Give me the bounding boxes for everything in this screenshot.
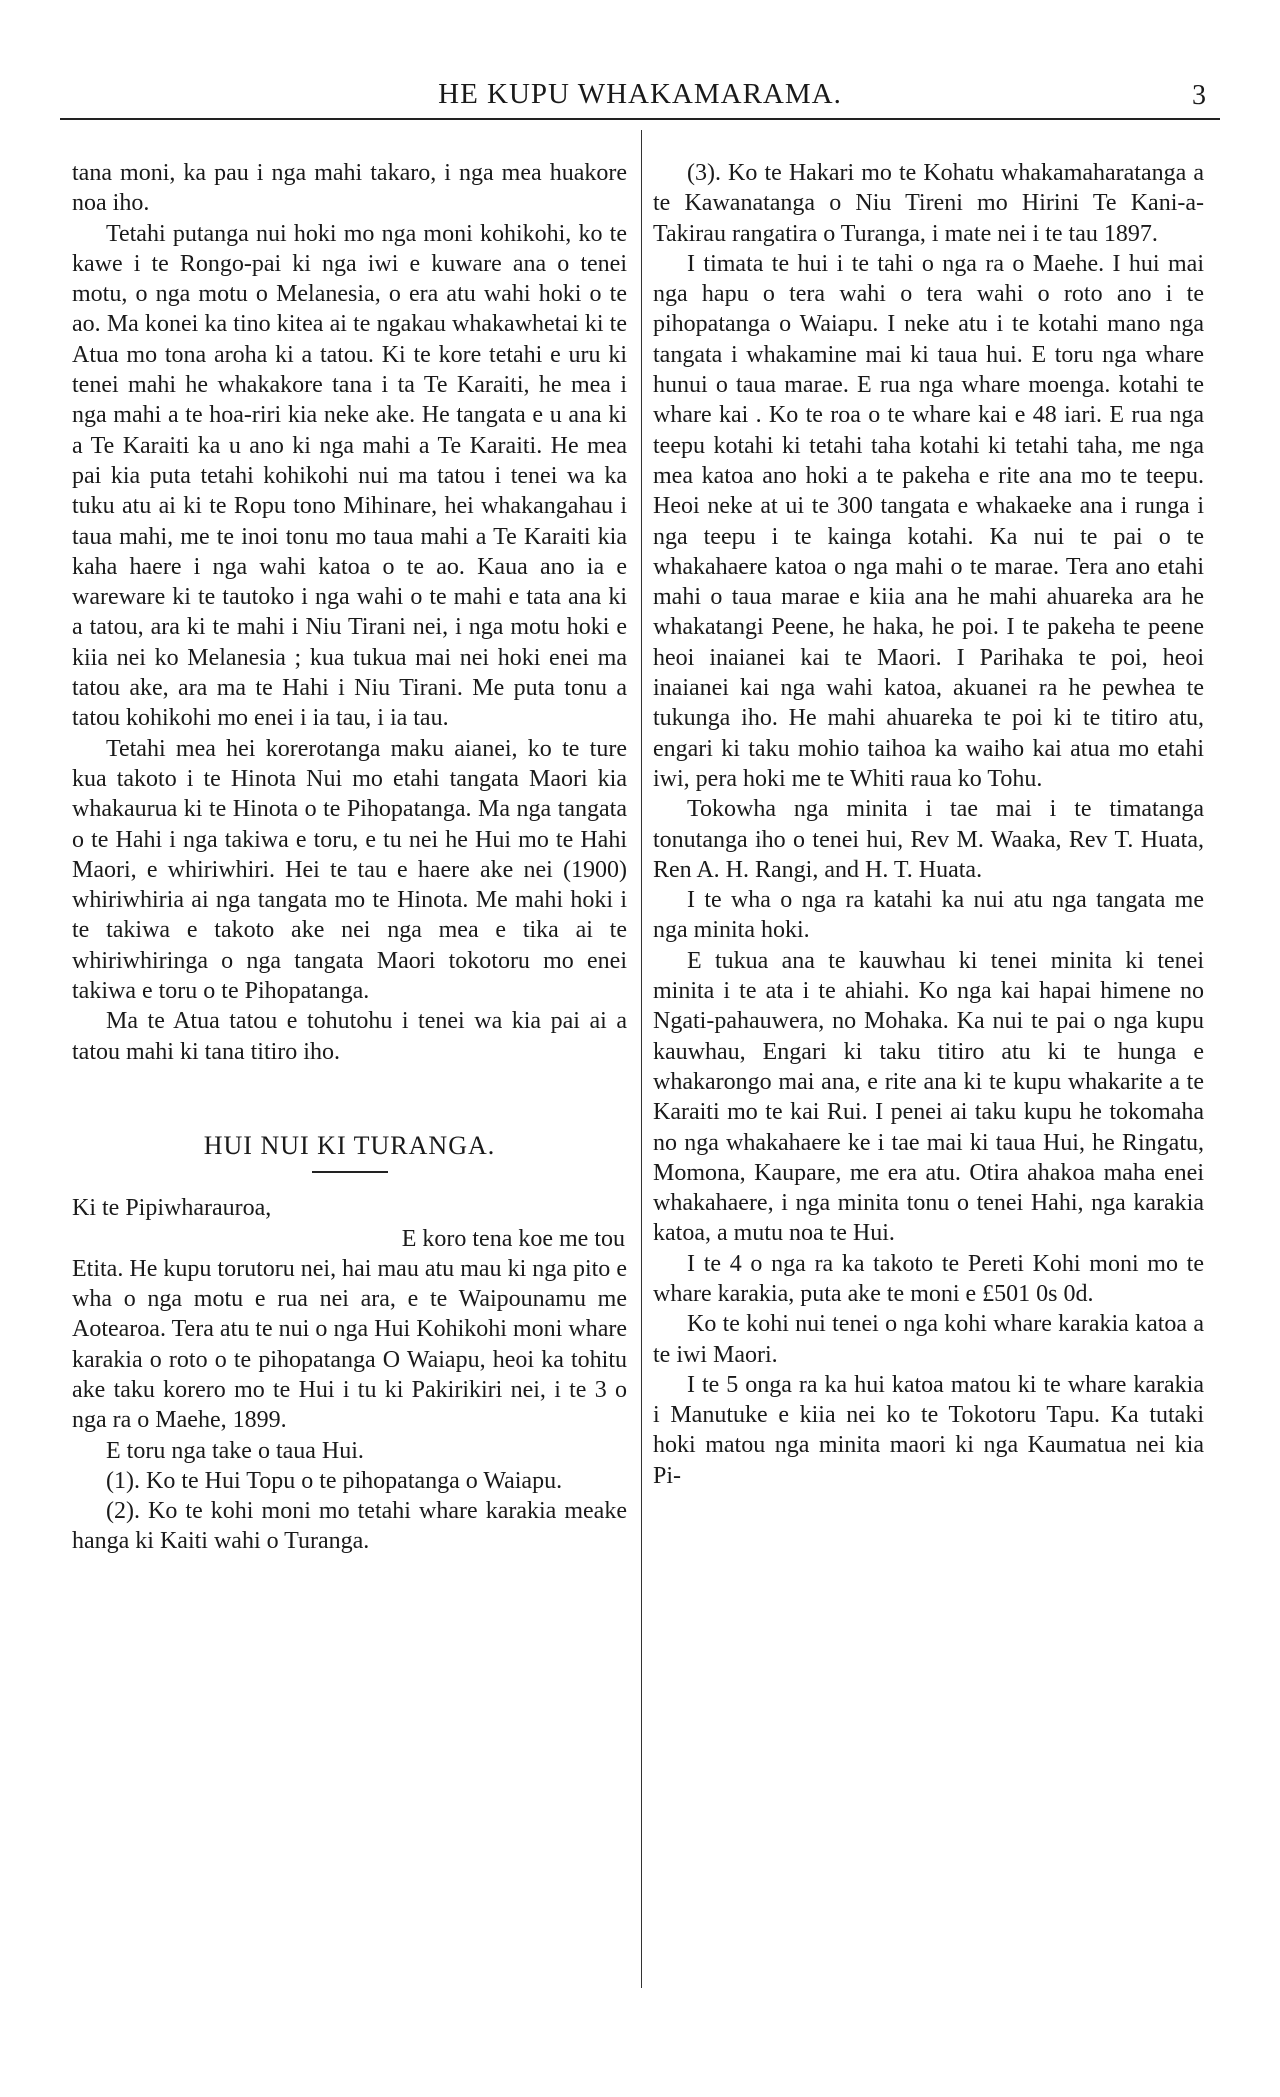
- paragraph: Ko te kohi nui tenei o nga kohi whare karakia katoa a te iwi Maori.: [653, 1311, 1204, 1368]
- paragraph: Tetahi putanga nui hoki mo nga moni kohikohi, ko te kawe i te Rongo-pai ki nga iwi e kuware ana o tenei motu, o nga motu o Melanesia, o era atu wahi hoki o te ao. Ma konei ka tino kitea ai te ngakau whakawhetai ki te Atua mo tona aroha ki a tatou. Ki te kore tetahi e uru ki tenei mahi he whakakore tana i ta Te Karaiti, he mea i nga mahi a te hoa-riri kia neke ake. He tangata e u ana ki a Te Karaiti ka u ano ki nga mahi a Te Karaiti. He mea pai kia puta tetahi kohikohi nui ma tatou i tenei wa ka tuku atu ai ki te Ropu tono Mihinare, hei whakangahau i taua mahi, me te inoi tonu mo taua mahi a Te Karaiti kia kaha haere i nga wahi katoa o te ao. Kaua ano ia e wareware ki te tautoko i nga wahi o te mahi e tata ana ki a tatou, ara ki te mahi i Niu Tirani nei, i nga motu hoki e kiia nei ko Melanesia ; kua tukua mai nei hoki enei ma tatou ake, ara ma te Hahi i Niu Tirani. Me puta tonu a tatou kohikohi mo enei i ia tau, i ia tau.: [72, 220, 627, 732]
- paragraph: I te wha o nga ra katahi ka nui atu nga tangata me nga minita hoki.: [653, 887, 1204, 944]
- salutation-greeting: E koro tena koe me tou: [401, 1225, 625, 1252]
- paragraph: I timata te hui i te tahi o nga ra o Maehe. I hui mai nga hapu o tera wahi o tera wahi o roto ano i te pihopatanga o Waiapu. I neke atu i te kotahi mano nga tangata i whakamine mai ki taua hui. E toru nga whare hunui o taua marae. E rua nga whare moenga. kotahi te whare kai . Ko te roa o te whare kai e 48 iari. E rua nga teepu kotahi ki tetahi taha kotahi ki tetahi taha, me nga mea katoa ano hoki a te pakeha e rite ana mo te teepu. Heoi neke at ui te 300 tangata e whakaeke ana i runga i nga teepu i te kainga kotahi. Ka nui te pai o te whakahaere katoa o nga mahi o te marae. Tera ano etahi mahi o taua marae e kiia ana he mahi ahuareka ara he whakatangi Peene, he haka, he poi. I te pakeha te peene heoi inaianei kai te Maori. I Parihaka te poi, heoi inaianei kai nga wahi katoa, akuanei ra he pewhea te tukunga iho. He mahi ahuareka te poi ki te titiro atu, engari ki taku mohio taihoa ka waiho kai atua mo etahi iwi, pera hoki me te Whiti raua ko Tohu.: [653, 250, 1204, 792]
- letter-paragraph: E toru nga take o taua Hui.: [106, 1437, 364, 1464]
- salutation: Ki te Pipiwharauroa,: [72, 1195, 272, 1222]
- letter-paragraph: (2). Ko te kohi moni mo tetahi whare karakia meake hanga ki Kaiti wahi o Turanga.: [72, 1498, 627, 1555]
- paragraph: I te 5 onga ra ka hui katoa matou ki te whare karakia i Manutuke e kiia nei ko te Tokotoru Tapu. Ka tutaki hoki matou nga minita maori ki nga Kaumatua nei kia Pi-: [653, 1371, 1204, 1489]
- column-divider: [641, 130, 642, 1988]
- left-column: [72, 158, 627, 1557]
- paragraph: Tokowha nga minita i tae mai i te timatanga tonutanga iho o tenei hui, Rev M. Waaka, Rev T. Huata, Ren A. H. Rangi, and H. T. Huata.: [653, 796, 1204, 883]
- right-column: [653, 158, 1204, 1491]
- paragraph: E tukua ana te kauwhau ki tenei minita ki tenei minita i te ata i te ahiahi. Ko nga kai hapai himene no Ngati-pahauwera, no Mohaka. Ka nui te pai o nga kupu kauwhau, Engari ki taku titiro atu ki te hunga e whakarongo mai ana, e rite ana ki te kupu whakarite a te Karaiti mo te kai Rui. I penei ai taku kupu he tokomaha no nga whakahaere ke i tae mai ki taua Hui, he Ringatu, Momona, Kaupare, me era atu. Otira ahakoa maha enei whakahaere, i nga minita tonu o tenei Hahi, nga karakia katoa, a mutu noa te Hui.: [653, 947, 1204, 1247]
- letter-paragraph: (1). Ko te Hui Topu o te pihopatanga o Waiapu.: [106, 1467, 563, 1494]
- running-title: HE KUPU WHAKAMARAMA.: [438, 78, 842, 110]
- paragraph: I te 4 o nga ra ka takoto te Pereti Kohi moni mo te whare karakia, puta ake te moni e £501 0s 0d.: [653, 1250, 1204, 1307]
- paragraph: tana moni, ka pau i nga mahi takaro, i nga mea huakore noa iho.: [72, 160, 627, 217]
- paragraph: Tetahi mea hei korerotanga maku aianei, ko te ture kua takoto i te Hinota Nui mo etahi tangata Maori kia whakaurua ki te Hinota o te Pihopatanga. Ma nga tangata o te Hahi i nga takiwa e toru, e tu nei he Hui mo te Hahi Maori, e whiriwhiri. Hei te tau e haere ake nei (1900) whiriwhiria ai nga tangata mo te Hinota. Me mahi hoki i te takiwa e takoto ake nei nga mea e tika ai te whiriwhiringa o nga tangata Maori tokotoru mo enei takiwa e toru o te Pihopatanga.: [72, 735, 627, 1005]
- section-heading: HUI NUI KI TURANGA.: [203, 1130, 496, 1160]
- page-header: [60, 78, 1220, 120]
- letter-paragraph: Etita. He kupu torutoru nei, hai mau atu mau ki nga pito e wha o nga motu e rua nei ara, e te Waipounamu me Aotearoa. Tera atu te nui o nga Hui Kohikohi moni whare karakia o roto o te pihopatanga O Waiapu, heoi ka tohitu ake taku korero mo te Hui i tu ki Pakirikiri nei, i te 3 o nga ra o Maehe, 1899.: [72, 1255, 627, 1434]
- paragraph: Ma te Atua tatou e tohutohu i tenei wa kia pai ai a tatou mahi ki tana titiro iho.: [72, 1008, 627, 1065]
- page-number: 3: [1192, 80, 1206, 111]
- paragraph: (3). Ko te Hakari mo te Kohatu whakamaharatanga a te Kawanatanga o Niu Tireni mo Hirini Te Kani-a-Takirau rangatira o Turanga, i mate nei i te tau 1897.: [653, 160, 1204, 247]
- heading-rule: [312, 1171, 388, 1173]
